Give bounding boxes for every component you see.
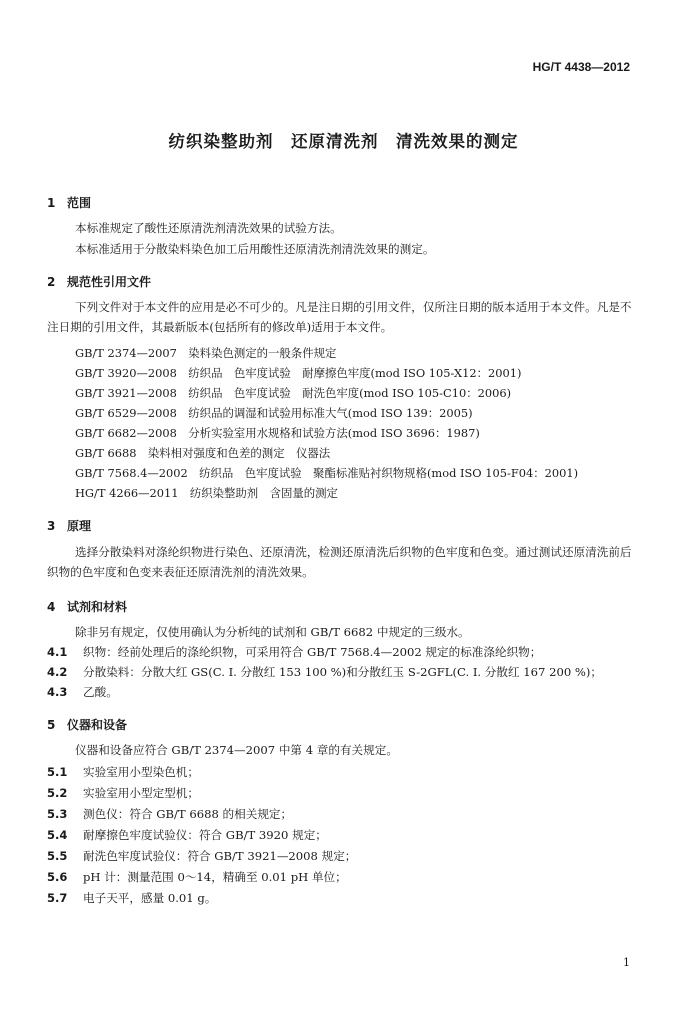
- item-text: 耐摩擦色牢度试验仪：符合 GB/T 3920 规定；: [83, 828, 327, 842]
- reference-item: GB/T 6529—2008 纺织品的调湿和试验用标准大气(mod ISO 139：2005): [75, 406, 473, 420]
- item-text: 电子天平，感量 0.01 g。: [83, 891, 217, 905]
- reference-item: GB/T 3920—2008 纺织品 色牢度试验 耐摩擦色牢度(mod ISO 105-X12：2001): [75, 366, 522, 380]
- item-number: 4.3: [47, 685, 68, 699]
- paragraph: 除非另有规定，仅使用确认为分析纯的试剂和 GB/T 6682 中规定的三级水。: [75, 625, 470, 639]
- item-number: 5.2: [47, 786, 68, 800]
- item-number: 5.5: [47, 849, 68, 863]
- section-title: 仪器和设备: [67, 718, 128, 732]
- list-item: [47, 890, 216, 906]
- item-number: 5.1: [47, 765, 68, 779]
- page-number: 1: [623, 956, 630, 969]
- reference-item: GB/T 6688 染料相对强度和色差的测定 仪器法: [75, 446, 331, 460]
- section-title: 试剂和材料: [67, 600, 128, 614]
- section-number: 1: [47, 196, 56, 210]
- section-5-heading: [47, 716, 127, 733]
- list-item: [47, 785, 199, 801]
- list-item: [47, 644, 541, 660]
- standard-code: HG/T 4438—2012: [532, 60, 630, 74]
- item-number: 4.1: [47, 645, 68, 659]
- reference-item: HG/T 4266—2011 纺织染整助剂 含固量的测定: [75, 486, 338, 500]
- reference-item: GB/T 7568.4—2002 纺织品 色牢度试验 聚酯标准贴衬织物规格(mod ISO 105-F04：2001): [75, 466, 579, 480]
- page-title: 纺织染整助剂 还原清洗剂 清洗效果的测定: [168, 132, 519, 151]
- paragraph: 下列文件对于本文件的应用是必不可少的。凡是注日期的引用文件，仅所注日期的版本适用于本文件。凡是不注日期的引用文件，其最新版本(包括所有的修改单)适用于本文件。: [47, 300, 632, 334]
- section-title: 规范性引用文件: [67, 275, 152, 289]
- item-text: 实验室用小型定型机；: [83, 786, 199, 800]
- item-text: 测色仪：符合 GB/T 6688 的相关规定；: [83, 807, 293, 821]
- item-number: 5.3: [47, 807, 68, 821]
- item-text: 实验室用小型染色机；: [83, 765, 199, 779]
- section-number: 2: [47, 275, 56, 289]
- item-text: 乙酸。: [83, 685, 118, 699]
- item-text: pH 计：测量范围 0～14，精确至 0.01 pH 单位；: [83, 870, 347, 884]
- section-1-heading: [47, 194, 91, 211]
- reference-item: GB/T 3921—2008 纺织品 色牢度试验 耐洗色牢度(mod ISO 105-C10：2006): [75, 386, 512, 400]
- item-text: 织物：经前处理后的涤纶织物，可采用符合 GB/T 7568.4—2002 规定的标准涤纶织物；: [83, 645, 542, 659]
- section-number: 4: [47, 600, 56, 614]
- item-text: 分散染料：分散大红 GS(C. I. 分散红 153 100 %)和分散红玉 S-2GFL(C. I. 分散红 167 200 %)；: [83, 665, 603, 679]
- item-number: 5.6: [47, 870, 68, 884]
- list-item: [47, 848, 356, 864]
- item-text: 耐洗色牢度试验仪：符合 GB/T 3921—2008 规定；: [83, 849, 357, 863]
- list-item: [47, 764, 199, 780]
- reference-item: GB/T 6682—2008 分析实验室用水规格和试验方法(mod ISO 3696：1987): [75, 426, 480, 440]
- list-item: [47, 806, 292, 822]
- section-title: 原理: [67, 519, 92, 533]
- section-number: 3: [47, 519, 56, 533]
- item-number: 5.4: [47, 828, 68, 842]
- list-item: [47, 827, 327, 843]
- item-number: 4.2: [47, 665, 68, 679]
- section-4-heading: [47, 598, 127, 615]
- list-item: [47, 684, 118, 700]
- list-item: [47, 869, 347, 885]
- item-number: 5.7: [47, 891, 68, 905]
- list-item: [47, 664, 602, 680]
- section-title: 范围: [67, 196, 92, 210]
- paragraph: 仪器和设备应符合 GB/T 2374—2007 中第 4 章的有关规定。: [75, 743, 398, 757]
- reference-item: GB/T 2374—2007 染料染色测定的一般条件规定: [75, 346, 337, 360]
- paragraph: 选择分散染料对涤纶织物进行染色、还原清洗，检测还原清洗后织物的色牢度和色变。通过测试还原清洗前后织物的色牢度和色变来表征还原清洗剂的清洗效果。: [47, 545, 632, 579]
- paragraph: 本标准适用于分散染料染色加工后用酸性还原清洗剂清洗效果的测定。: [75, 242, 435, 256]
- section-number: 5: [47, 718, 56, 732]
- section-2-heading: [47, 273, 151, 290]
- paragraph: 本标准规定了酸性还原清洗剂清洗效果的试验方法。: [75, 221, 342, 235]
- section-3-heading: [47, 517, 91, 534]
